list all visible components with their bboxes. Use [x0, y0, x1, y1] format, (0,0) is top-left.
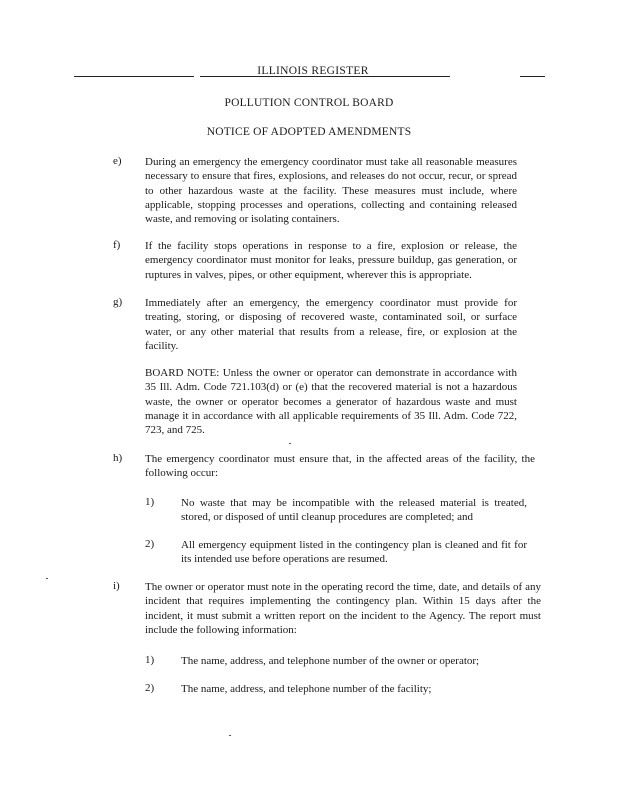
- notice-title: NOTICE OF ADOPTED AMENDMENTS: [206, 126, 412, 138]
- paragraph-i: The owner or operator must note in the operating record the time, date, and details of any incident that requires implementing the contingency plan. Within 15 days after the incident, it must submit a written report on the incident to the Agency. The report must include the following information:: [145, 581, 541, 636]
- scan-speck: [229, 735, 231, 736]
- scan-speck: [46, 578, 48, 579]
- paragraph-h-2: All emergency equipment listed in the contingency plan is cleaned and fit for its intended use before operations are resumed.: [181, 539, 527, 566]
- board-note: BOARD NOTE: Unless the owner or operator can demonstrate in accordance with 35 Ill. Adm. Code 721.103(d) or (e) that the recovered material is not a hazardous waste, the owner or operator becomes a generator of hazardous waste and must manage it in accordance with all applicable requirements of 35 Ill. Adm. Code 722, 723, and 725.: [145, 367, 517, 437]
- label-g: g): [113, 296, 123, 308]
- label-f: f): [113, 239, 121, 251]
- paragraph-i-2: The name, address, and telephone number of the facility;: [181, 683, 432, 695]
- paragraph-e: During an emergency the emergency coordinator must take all reasonable measures necessary to ensure that fires, explosions, and releases do not occur, recur, or spread to other hazardous waste at the facility. These measures must include, where applicable, stopping processes and operations, collecting and containing released waste, and removing or isolating containers.: [145, 156, 517, 226]
- label-i: i): [113, 580, 120, 592]
- paragraph-g: Immediately after an emergency, the emergency coordinator must provide for treating, storing, or disposing of recovered waste, contaminated soil, or surface water, or any other material that results from a release, fire, or explosion at the facility.: [145, 297, 517, 352]
- register-title: ILLINOIS REGISTER: [257, 65, 369, 77]
- board-title: POLLUTION CONTROL BOARD: [224, 97, 394, 109]
- paragraph-f: If the facility stops operations in response to a fire, explosion or release, the emergency coordinator must monitor for leaks, pressure buildup, gas generation, or ruptures in valves, pipes, or other equipment, wherever this is appropriate.: [145, 240, 517, 281]
- label-e: e): [113, 155, 122, 167]
- paragraph-h: The emergency coordinator must ensure that, in the affected areas of the facility, the following occur:: [145, 453, 535, 480]
- label-h-1: 1): [145, 496, 155, 508]
- label-i-2: 2): [145, 682, 155, 694]
- label-i-1: 1): [145, 654, 155, 666]
- label-h: h): [113, 452, 123, 464]
- label-h-2: 2): [145, 538, 155, 550]
- scan-speck: [289, 443, 291, 444]
- paragraph-h-1: No waste that may be incompatible with the released material is treated, stored, or disposed of until cleanup procedures are completed; and: [181, 497, 527, 524]
- paragraph-i-1: The name, address, and telephone number of the owner or operator;: [181, 655, 480, 667]
